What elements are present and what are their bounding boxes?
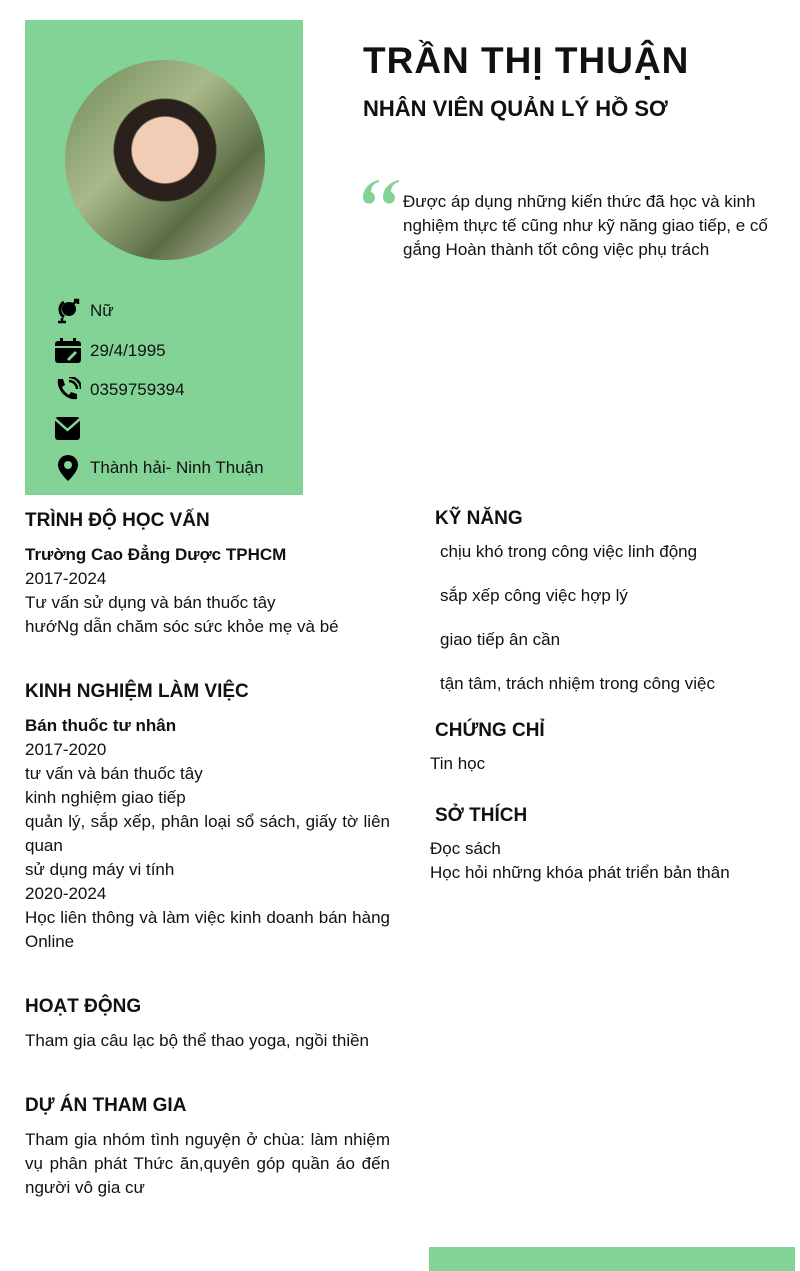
activities-heading: HOẠT ĐỘNG <box>25 996 142 1017</box>
skill-item: sắp xếp công việc hợp lý <box>440 586 628 605</box>
skill-item: giao tiếp ân cần <box>440 630 561 649</box>
company-name: Bán thuốc tư nhân <box>25 716 177 735</box>
activities-text: Tham gia câu lạc bộ thể thao yoga, ngồi thiền <box>25 1031 370 1050</box>
address-row <box>55 455 264 481</box>
email-row <box>55 416 90 442</box>
phone-row <box>55 377 185 403</box>
projects-heading: DỰ ÁN THAM GIA <box>25 1095 187 1116</box>
school-name: Trường Cao Đẳng Dược TPHCM <box>25 545 287 564</box>
quote-icon <box>363 180 399 210</box>
profile-photo <box>65 60 265 260</box>
job-title: NHÂN VIÊN QUẢN LÝ HỒ SƠ <box>363 96 668 121</box>
skills-heading: KỸ NĂNG <box>435 508 523 529</box>
education-line: 2017-2024 <box>25 569 107 588</box>
phone-text: 0359759394 <box>90 380 185 399</box>
projects-text: Tham gia nhóm tình nguyện ở chùa: làm nhiệm vụ phân phát Thức ăn,quyên góp quần áo đến người vô gia cư <box>25 1130 390 1197</box>
certificate-item: Tin học <box>430 754 486 773</box>
email-icon <box>55 416 81 442</box>
location-pin-icon <box>55 455 81 481</box>
projects-section <box>25 1095 390 1200</box>
hobby-item: Học hỏi những khóa phát triển bản thân <box>430 863 730 882</box>
career-objective: Được áp dụng những kiến thức đã học và kinh nghiệm thực tế cũng như kỹ năng giao tiếp, e cố gắng Hoàn thành tốt công việc phụ trách <box>403 192 768 259</box>
experience-line: kinh nghiệm giao tiếp <box>25 788 186 807</box>
skill-item: tận tâm, trách nhiệm trong công việc <box>440 674 715 693</box>
calendar-icon <box>55 338 81 364</box>
experience-line: Học liên thông và làm việc kinh doanh bán hàng Online <box>25 908 390 951</box>
gender-text: Nữ <box>90 301 114 320</box>
certificates-heading: CHỨNG CHỈ <box>435 720 545 741</box>
education-section <box>25 510 390 639</box>
education-line: Tư vấn sử dụng và bán thuốc tây <box>25 593 276 612</box>
hobby-item: Đọc sách <box>430 839 501 858</box>
experience-line: tư vấn và bán thuốc tây <box>25 764 203 783</box>
experience-line: sử dụng máy vi tính <box>25 860 175 879</box>
education-heading: TRÌNH ĐỘ HỌC VẤN <box>25 510 210 531</box>
experience-line: 2020-2024 <box>25 884 107 903</box>
experience-section <box>25 681 390 954</box>
experience-heading: KINH NGHIỆM LÀM VIỆC <box>25 681 249 702</box>
education-line: hướNg dẫn chăm sóc sức khỏe mẹ và bé <box>25 617 339 636</box>
gender-icon <box>55 298 81 324</box>
skill-item: chịu khó trong công việc linh động <box>440 542 698 561</box>
hobbies-heading: SỞ THÍCH <box>435 805 528 826</box>
experience-line: 2017-2020 <box>25 740 107 759</box>
gender-row <box>55 298 114 324</box>
dob-text: 29/4/1995 <box>90 341 166 360</box>
dob-row <box>55 338 166 364</box>
address-text: Thành hải- Ninh Thuận <box>90 458 264 477</box>
candidate-name: TRẦN THỊ THUẬN <box>363 40 690 81</box>
footer-accent-bar <box>429 1247 795 1271</box>
phone-icon <box>55 377 81 403</box>
experience-line: quản lý, sắp xếp, phân loại sổ sách, giấy tờ liên quan <box>25 812 390 855</box>
activities-section <box>25 996 390 1053</box>
